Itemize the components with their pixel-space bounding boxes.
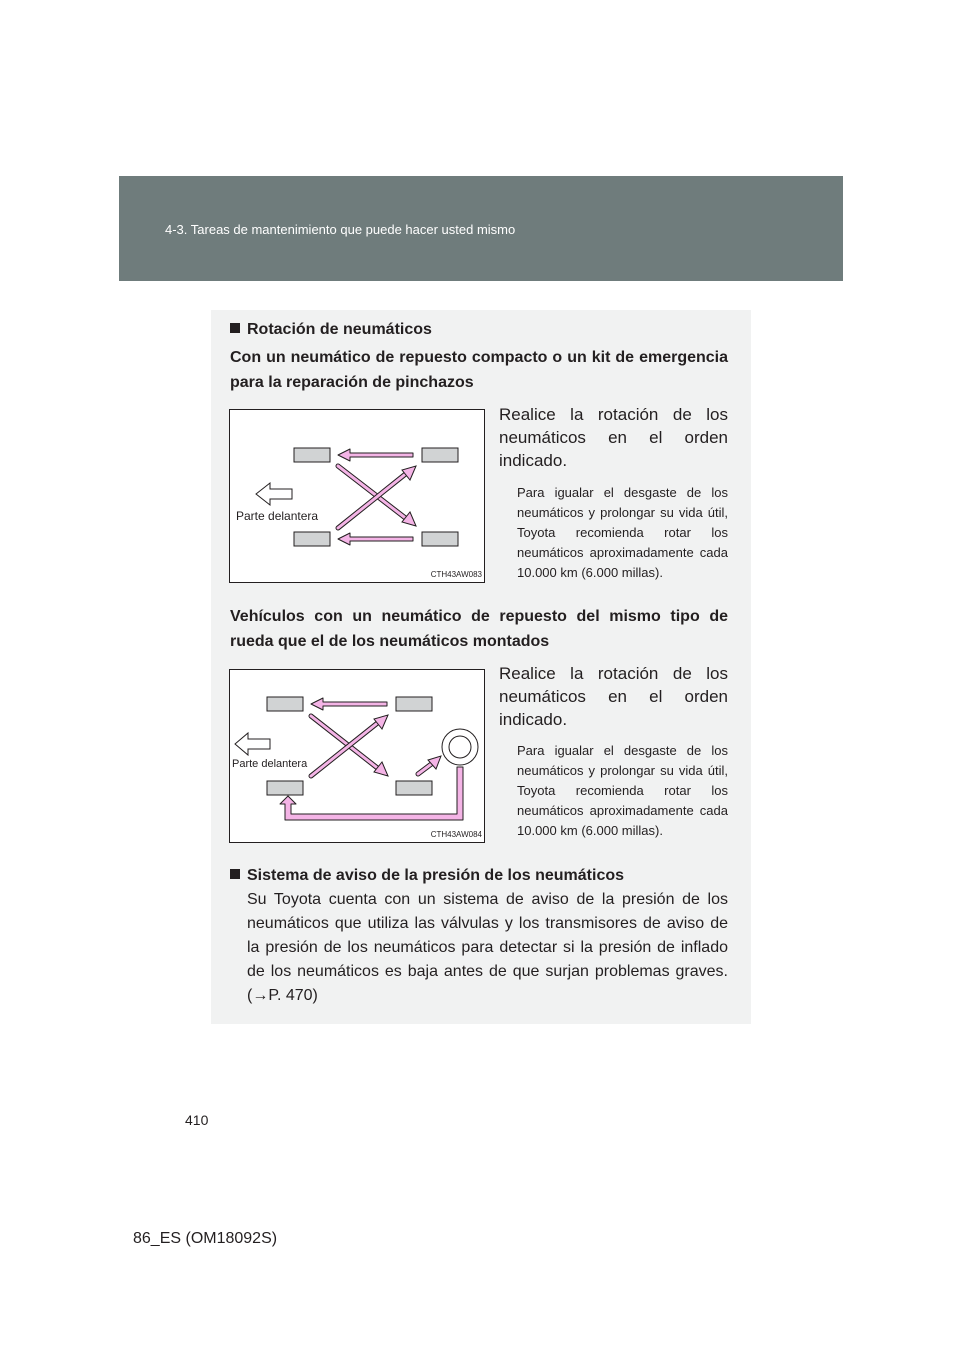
figure-code: CTH43AW083 [430, 570, 482, 579]
tire-rear-right [422, 532, 458, 546]
rotation-arrow-loop [280, 767, 463, 820]
front-label: Parte delantera [232, 758, 308, 770]
compact-note: Para igualar el desgaste de los neumáticos y prolongar su vida útil, Toyota recomienda rotar los neumáticos aproximadamente cada 10.000 km (6.000 millas). [517, 485, 728, 580]
fullsize-note: Para igualar el desgaste de los neumáticos y prolongar su vida útil, Toyota recomienda rotar los neumáticos aproximadamente cada 10.000 km (6.000 millas). [517, 743, 728, 838]
tire-rear-left [422, 448, 458, 462]
fullsize-instruction: Realice la rotación de los neumáticos en el orden indicado. [499, 664, 728, 729]
rotation-arrow-bottom [338, 533, 413, 545]
compact-instruction: Realice la rotación de los neumáticos en el orden indicado. [499, 405, 728, 470]
doc-code: 86_ES (OM18092S) [133, 1230, 278, 1247]
tire-front-right [294, 532, 330, 546]
tire-rear-left [396, 697, 432, 711]
tire-front-left [267, 697, 303, 711]
square-bullet-icon [230, 323, 240, 333]
compact-spare-subhead: Con un neumático de repuesto compacto o un kit de emergencia para la reparación de pinchazos [230, 349, 728, 391]
rotation-diagram-fullsize [229, 669, 485, 843]
front-label: Parte delantera [236, 509, 319, 523]
rotation-diagram-fullsize-graphic [230, 670, 486, 844]
fullsize-spare-subhead: Vehículos con un neumático de repuesto del mismo tipo de rueda que el de los neumáticos montados [230, 608, 728, 650]
figure-code: CTH43AW084 [430, 830, 482, 839]
tire-front-right [267, 781, 303, 795]
rotation-arrow-to-spare [418, 756, 441, 774]
rotation-arrow-top [338, 449, 413, 461]
front-direction-arrow [256, 483, 292, 505]
spare-tire-inner [449, 736, 471, 758]
rotation-diagram-compact-graphic [230, 410, 486, 584]
tpms-heading: Sistema de aviso de la presión de los neumáticos [230, 867, 624, 885]
square-bullet-icon [230, 869, 240, 879]
tire-front-left [294, 448, 330, 462]
tire-rear-right [396, 781, 432, 795]
page-number: 410 [185, 1112, 209, 1128]
rotation-arrow-top [311, 698, 387, 710]
tpms-body: Su Toyota cuenta con un sistema de aviso de la presión de los neumáticos que utiliza las válvulas y los transmisores de aviso de la presión de los neumáticos para detectar si la presión de inflado de los neumáticos es baja antes de que surjan problemas graves. (→P. 470) [247, 891, 728, 1004]
section-title: 4-3. Tareas de mantenimiento que puede hacer usted mismo [165, 222, 516, 237]
rotation-diagram-compact [229, 409, 485, 583]
front-direction-arrow [235, 733, 270, 755]
rotation-heading: Rotación de neumáticos [230, 321, 432, 339]
